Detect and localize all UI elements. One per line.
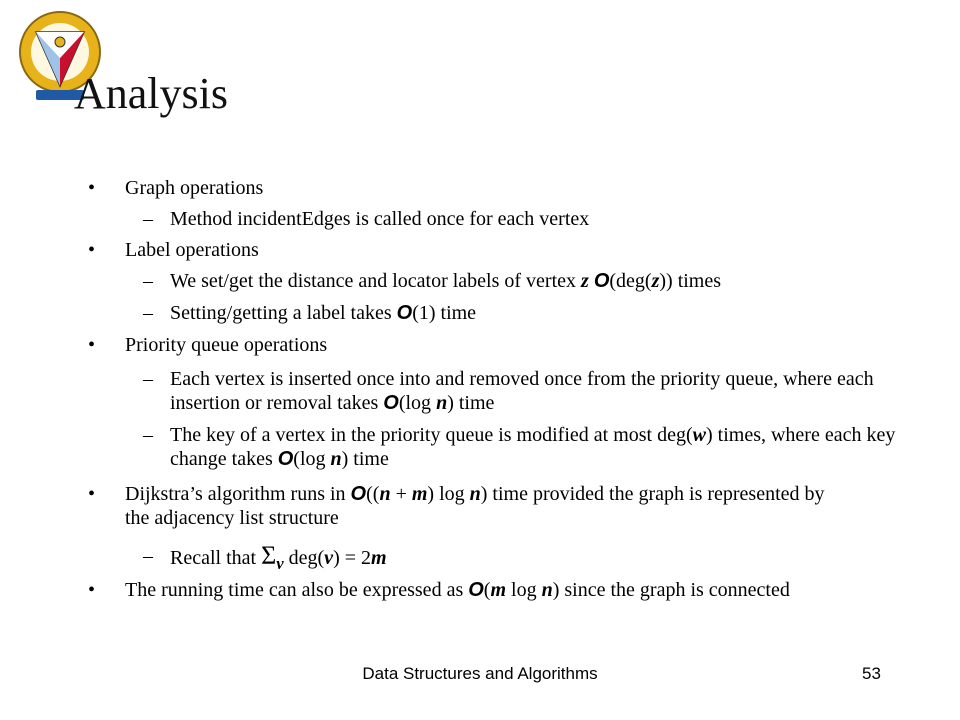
- bullet-marker: •: [88, 334, 96, 356]
- list-item: Priority queue operations: [125, 334, 328, 356]
- dash-marker: –: [143, 208, 153, 230]
- page-number: 53: [862, 664, 881, 683]
- list-item: Setting/getting a label takes O(1) time: [170, 302, 477, 324]
- list-item: Recall that $\Sigma_v$ deg(v) = 2m: [170, 541, 387, 573]
- list-item: Each vertex is inserted once into and removed once from the priority queue, where each insertion or removal takes O(log n) time: [170, 368, 874, 414]
- bullet-marker: •: [88, 239, 96, 261]
- list-item: The running time can also be expressed as O(m log n) since the graph is connected: [125, 579, 790, 601]
- dash-marker: –: [143, 424, 153, 446]
- list-item: We set/get the distance and locator labels of vertex z O(deg(z)) times: [170, 270, 722, 292]
- list-item: Dijkstra’s algorithm runs in O((n + m) log n) time provided the graph is represented by the adjacency list structure: [125, 483, 825, 529]
- list-item: The key of a vertex in the priority queue is modified at most deg(w) times, where each key change takes O(log n) time: [170, 424, 896, 470]
- list-item: Label operations: [125, 239, 259, 261]
- dash-marker: –: [143, 545, 153, 567]
- list-item: Method incidentEdges is called once for each vertex: [170, 208, 590, 230]
- bullet-marker: •: [88, 579, 96, 601]
- dash-marker: –: [143, 368, 153, 390]
- dash-marker: –: [143, 302, 153, 324]
- list-item: Graph operations: [125, 177, 264, 199]
- footer-title: Data Structures and Algorithms: [362, 664, 598, 683]
- page-title: Analysis: [74, 69, 228, 118]
- bullet-marker: •: [88, 483, 96, 505]
- bullet-marker: •: [88, 177, 96, 199]
- dash-marker: –: [143, 270, 153, 292]
